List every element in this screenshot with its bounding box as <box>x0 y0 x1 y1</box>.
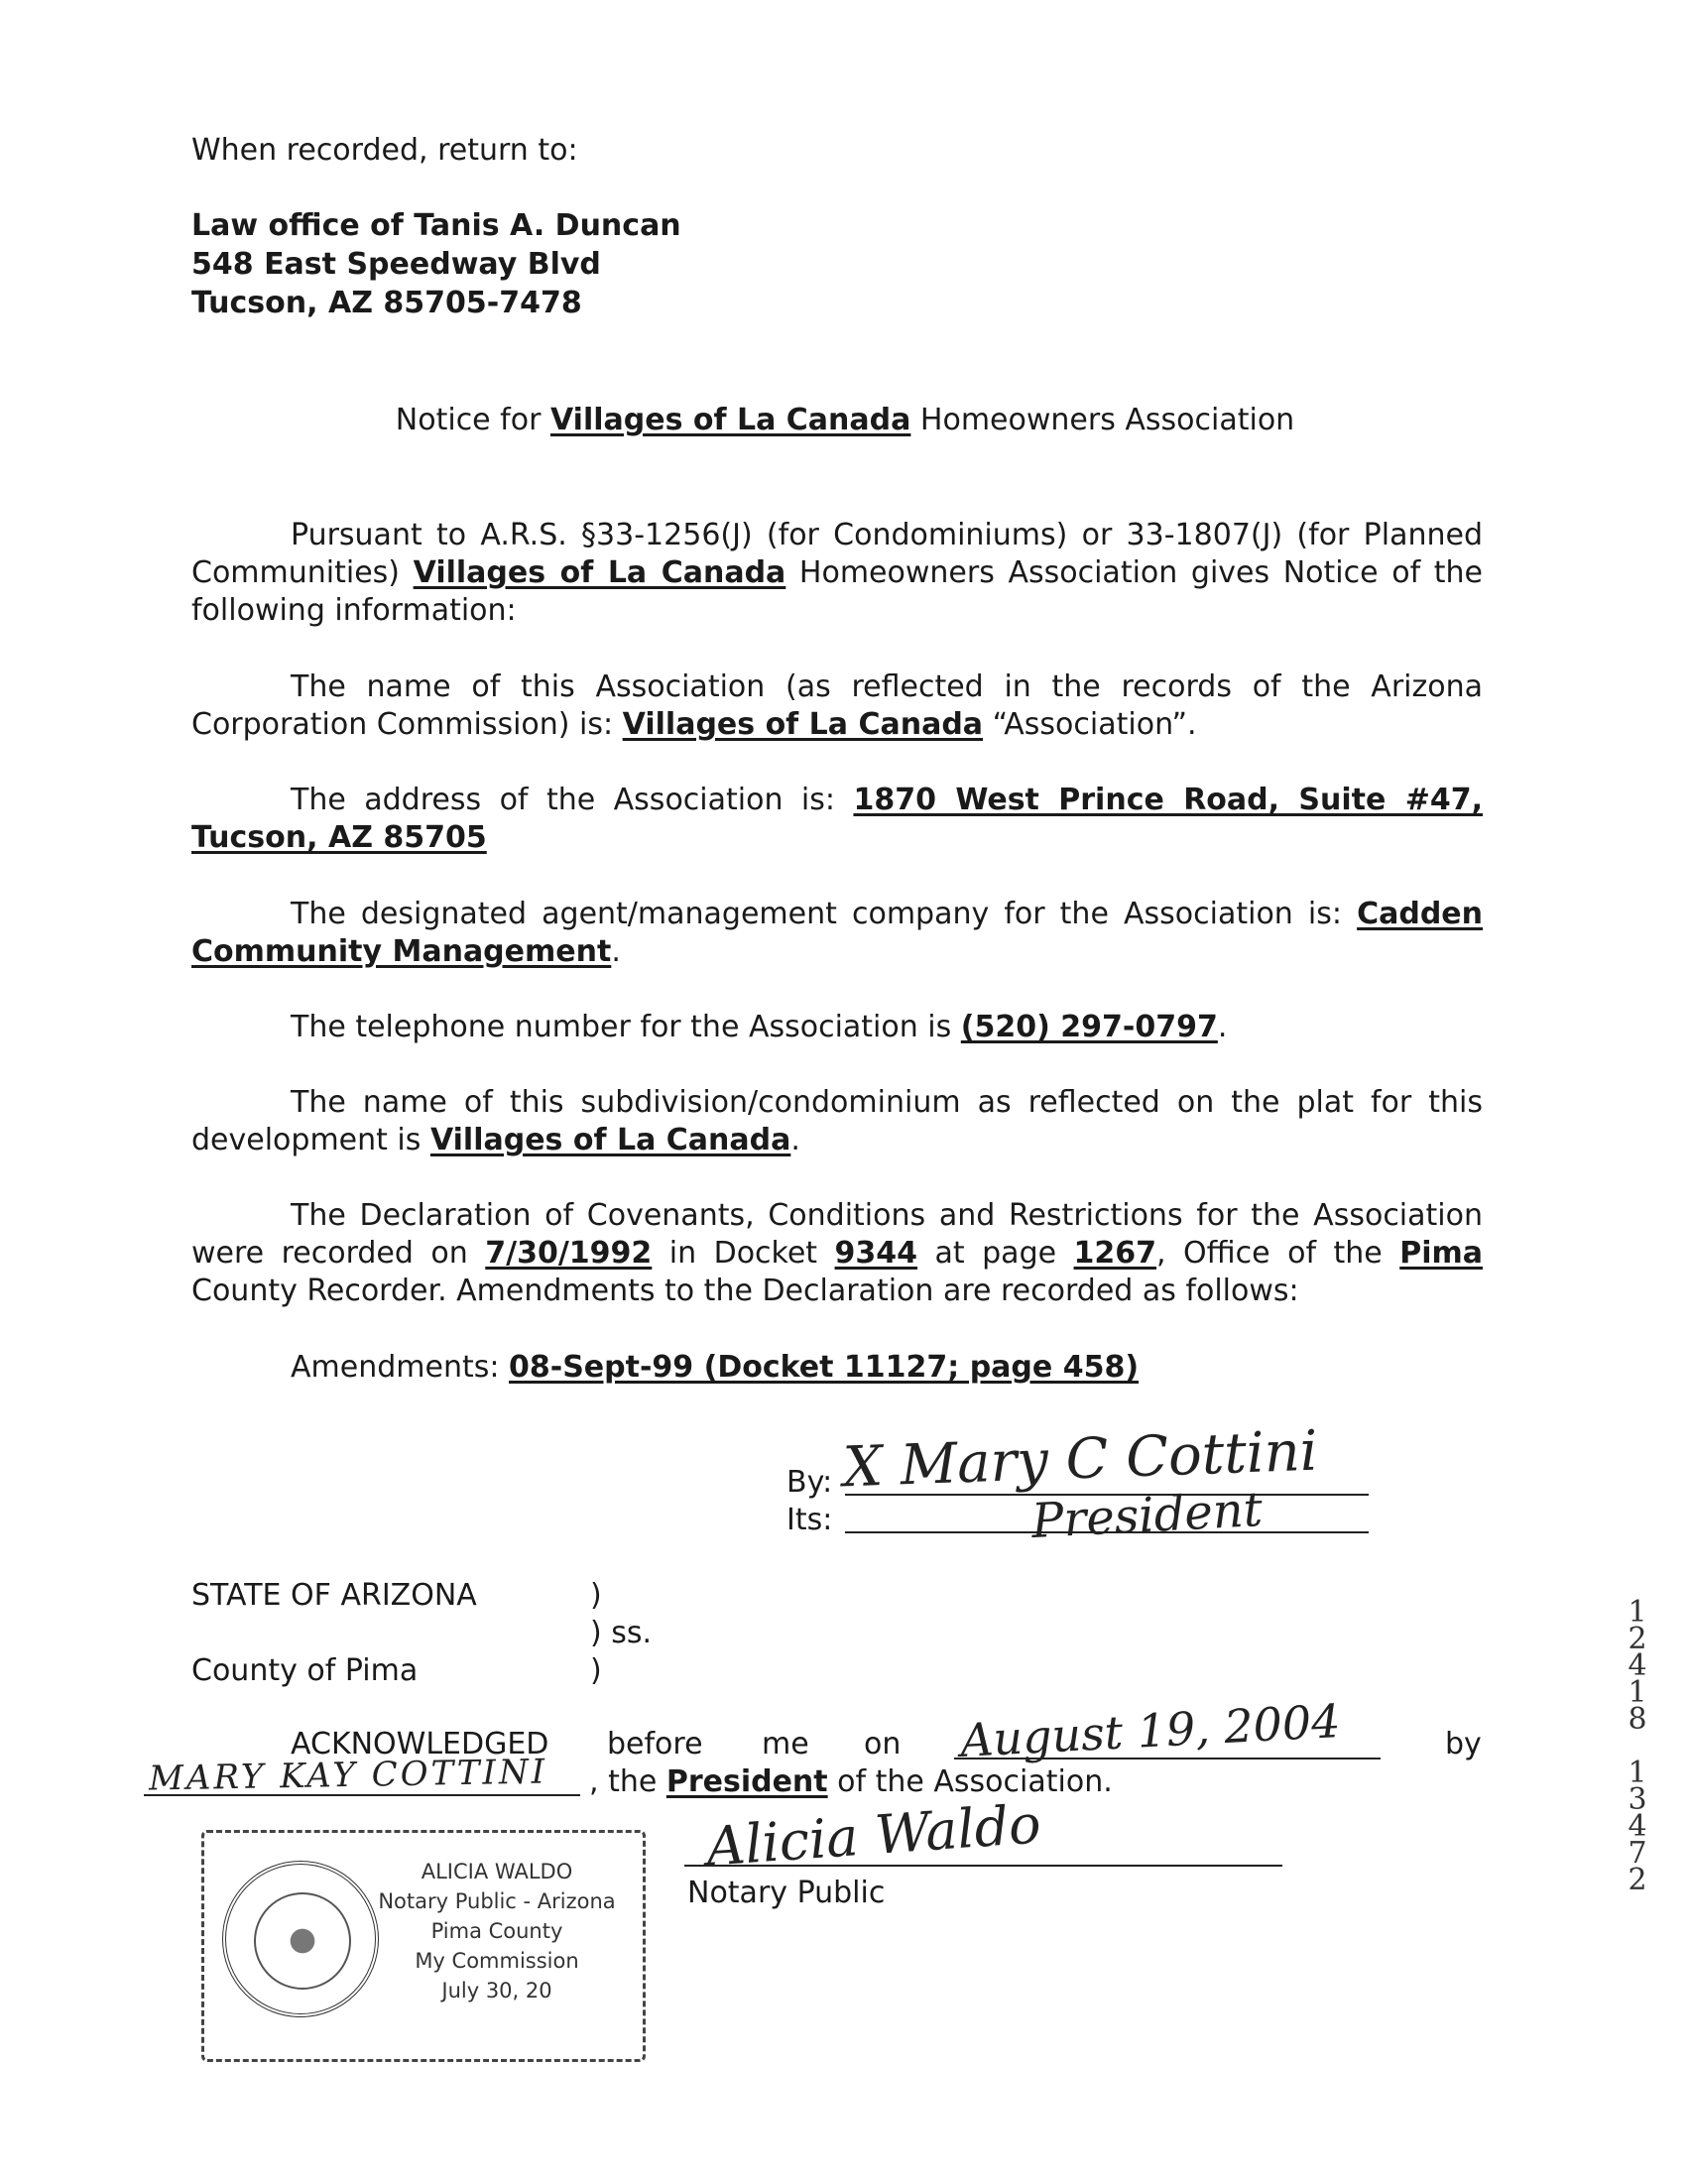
ack-of-association: of the Association. <box>827 1764 1113 1799</box>
p7-text-c: at page <box>917 1236 1074 1271</box>
p6-text-a: The name of this subdivision/condominium as reflected on the plat for this development is <box>191 1085 1483 1157</box>
p4-text-a: The designated agent/management company for the Association is: <box>291 897 1358 931</box>
amendments-value: 08-Sept-99 (Docket 11127; page 458) <box>509 1350 1140 1385</box>
paragraph-address <box>191 782 1483 857</box>
ack-signer-handwritten: MARY KAY COTTINI <box>148 1752 548 1799</box>
paragraph-telephone <box>191 1009 1483 1046</box>
recording-digit: 7 <box>1628 1836 1647 1871</box>
p1-text-a: Pursuant to A.R.S. §33-1256(J) (for Condominiums) or 33-1807(J) (for Planned Communities) <box>191 518 1483 590</box>
paragraph-agent <box>191 896 1483 971</box>
p7-docket: 9344 <box>834 1236 918 1271</box>
recording-digit: 8 <box>1628 1702 1647 1737</box>
its-signature: President <box>1029 1481 1265 1550</box>
recording-digit: 4 <box>1628 1648 1647 1683</box>
p2-text-b: “Association”. <box>983 707 1197 742</box>
recording-digit: 1 <box>1628 1675 1647 1710</box>
p7-date: 7/30/1992 <box>485 1236 653 1271</box>
recording-digit: 4 <box>1628 1809 1647 1844</box>
venue-paren-1: ) <box>590 1578 602 1613</box>
p7-text-b: in Docket <box>652 1236 835 1271</box>
p5-text-a: The telephone number for the Association is <box>291 1010 961 1044</box>
paragraph-declaration <box>191 1197 1483 1310</box>
return-to-line2: 548 East Speedway Blvd <box>191 247 601 282</box>
notary-state: STATE OF ARIZONA <box>191 1578 477 1613</box>
p7-county: Pima <box>1399 1236 1483 1271</box>
title-suffix: Homeowners Association <box>910 403 1295 437</box>
p6-text-b: . <box>790 1123 800 1157</box>
p5-phone: (520) 297-0797 <box>960 1010 1218 1044</box>
ack-label: ACKNOWLEDGED <box>291 1727 549 1761</box>
p6-name: Villages of La Canada <box>429 1123 791 1157</box>
ack-by: by <box>1445 1727 1482 1761</box>
notary-county: County of Pima <box>191 1653 419 1688</box>
ack-on: on <box>864 1727 902 1761</box>
paragraph-subdivision <box>191 1084 1483 1159</box>
ack-role: President <box>665 1764 828 1799</box>
p3-text-a: The address of the Association is: <box>291 783 854 817</box>
ack-me: me <box>762 1727 809 1761</box>
paragraph-association-name <box>191 668 1483 744</box>
p4-company: Cadden Community Management <box>191 897 1483 969</box>
by-signature: X Mary C Cottini <box>841 1418 1319 1501</box>
recording-digit: 3 <box>1628 1782 1647 1817</box>
notice-title <box>0 402 1690 439</box>
by-label: By: <box>786 1465 833 1500</box>
p1-association-name: Villages of La Canada <box>413 555 786 590</box>
notary-stamp <box>201 1830 646 2062</box>
stamp-line5: July 30, 20 <box>441 1979 552 2002</box>
notary-signature: Alicia Waldo <box>704 1792 1043 1879</box>
p7-page: 1267 <box>1073 1236 1157 1271</box>
venue-ss: ) ss. <box>590 1616 653 1650</box>
p2-association-name: Villages of La Canada <box>622 707 984 742</box>
recording-digit: 1 <box>1628 1595 1647 1630</box>
notary-public-label: Notary Public <box>687 1876 886 1910</box>
p5-text-b: . <box>1217 1010 1228 1044</box>
title-prefix: Notice for <box>395 403 550 437</box>
stamp-line2: Notary Public - Arizona <box>378 1889 616 1913</box>
p7-text-d: , Office of the <box>1156 1236 1400 1271</box>
recording-digit: 2 <box>1628 1622 1647 1656</box>
p3-address: 1870 West Prince Road, Suite #47, Tucson, AZ 85705 <box>191 783 1483 855</box>
amendments-line <box>291 1349 1139 1387</box>
ack-before: before <box>607 1727 703 1761</box>
stamp-line4: My Commission <box>415 1949 579 1973</box>
ack-date-handwritten: August 19, 2004 <box>958 1694 1342 1767</box>
p1-text-b: Homeowners Association gives Notice of the following information: <box>191 555 1483 628</box>
ack-the: , the <box>589 1764 666 1799</box>
venue-paren-2: ) <box>590 1653 602 1688</box>
p4-text-b: . <box>611 934 621 969</box>
paragraph-pursuant <box>191 517 1483 630</box>
return-to-label: When recorded, return to: <box>191 133 578 168</box>
stamp-line3: Pima County <box>430 1919 563 1943</box>
title-association: Villages of La Canada <box>549 403 911 437</box>
p7-text-a: The Declaration of Covenants, Conditions and Restrictions for the Association were recorded on <box>191 1198 1483 1271</box>
return-to-line3: Tucson, AZ 85705-7478 <box>191 286 582 320</box>
stamp-line1: ALICIA WALDO <box>421 1860 573 1883</box>
recording-digit: 1 <box>1628 1756 1647 1790</box>
state-seal-icon <box>222 1861 379 2017</box>
return-to-line1: Law office of Tanis A. Duncan <box>191 208 681 243</box>
p2-text-a: The name of this Association (as reflected in the records of the Arizona Corporation Commission) is: <box>191 669 1483 742</box>
amendments-label: Amendments: <box>291 1350 509 1385</box>
recording-digit: 2 <box>1628 1863 1647 1897</box>
stamp-text <box>363 1857 631 2005</box>
p7-text-e: County Recorder. Amendments to the Declaration are recorded as follows: <box>191 1274 1299 1308</box>
its-label: Its: <box>786 1503 833 1537</box>
